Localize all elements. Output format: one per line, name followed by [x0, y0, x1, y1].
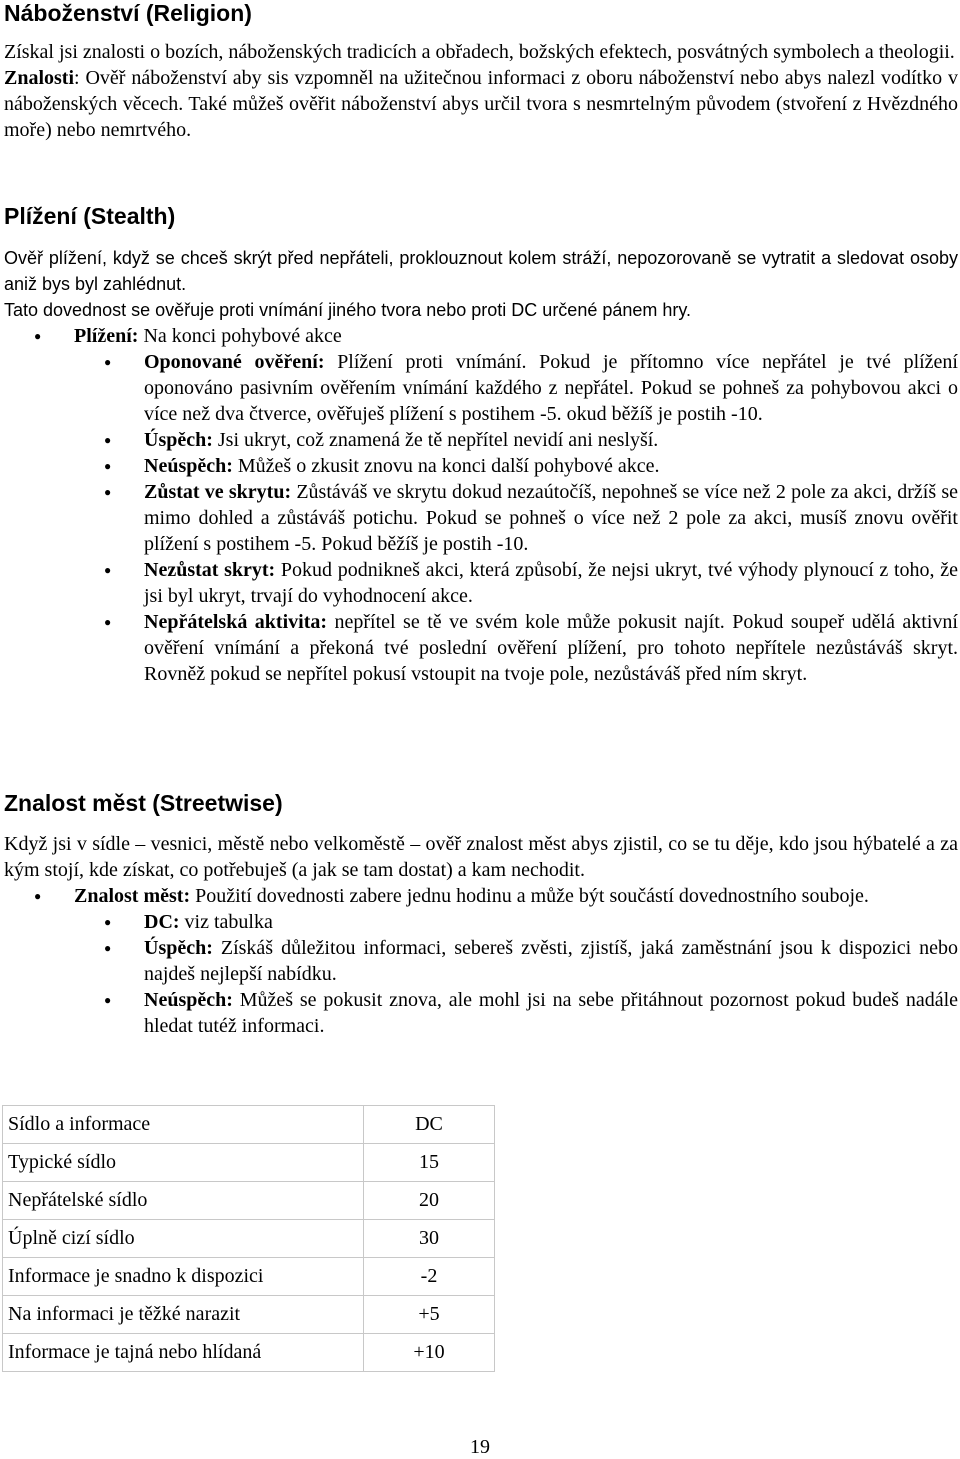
- item-text-extra: Pokud je přítomno více nepřátel je tvé plížení oponováno pasivním ověřením vnímání každého z nepřátel. Pokud se pohneš za pohybovou akci o více než dva čtverce, ověřuješ plížení s postihem -5. okud běžíš je postih -10.: [144, 351, 958, 425]
- table-row: [3, 1182, 495, 1220]
- streetwise-dc-table: [2, 1105, 495, 1372]
- item-label: Zůstat ve skrytu:: [144, 481, 292, 503]
- stealth-section: [4, 245, 958, 687]
- item-label: Nepřátelská aktivita:: [144, 611, 328, 633]
- stealth-heading: Plížení (Stealth): [4, 203, 176, 229]
- table-header-cell: Sídlo a informace: [3, 1106, 364, 1144]
- streetwise-item-success: [144, 935, 958, 987]
- table-cell: 30: [364, 1220, 495, 1258]
- streetwise-heading: Znalost měst (Streetwise): [4, 790, 283, 816]
- religion-intro: Získal jsi znalosti o bozích, náboženských tradicích a obřadech, božských efektech, posvátných symbolech a theologii.: [4, 41, 955, 63]
- item-text-extra: Pokud soupeř udělá aktivní ověření vnímání a překoná tvé poslední ověření plížení, pro tohoto nepřítele nezůstáváš skryt. Rovněž pokud se nepřítel pokusí vstoupit na tvoje pole, nezůstáváš před ním skryt.: [144, 611, 958, 685]
- table-row: [3, 1144, 495, 1182]
- religion-knowledge-label: Znalosti: [4, 67, 75, 89]
- streetwise-section: [4, 831, 958, 1039]
- stealth-item-opposed: [144, 349, 958, 427]
- table-header-row: [3, 1106, 495, 1144]
- table-row: [3, 1258, 495, 1296]
- religion-section: [4, 39, 958, 143]
- item-label: Neúspěch:: [144, 455, 233, 477]
- item-text: Plížení proti vnímání.: [324, 351, 527, 373]
- table-cell: -2: [364, 1258, 495, 1296]
- religion-heading: Náboženství (Religion): [4, 0, 252, 26]
- table-cell: +10: [364, 1334, 495, 1372]
- table-cell: Informace je snadno k dispozici: [3, 1258, 364, 1296]
- stealth-item-not-hidden: [144, 557, 958, 609]
- table-cell: Na informaci je těžké narazit: [3, 1296, 364, 1334]
- item-text-extra: Pokud se pohneš o více než 2 pole za akci, musíš znovu ověřit plížení s postihem -5. Pokud běžíš je postih -10.: [144, 507, 958, 555]
- stealth-item-enemy-activity: [144, 609, 958, 687]
- streetwise-skill-text: Použití dovednosti zabere jednu hodinu a může být součástí dovednostního souboje.: [190, 885, 869, 907]
- stealth-intro: Ověř plížení, když se chceš skrýt před nepřáteli, proklouznout kolem stráží, nepozorovaně se vytratit a sledovat osoby aniž bys byl zahlédnut.: [4, 248, 958, 294]
- table-cell: 15: [364, 1144, 495, 1182]
- religion-knowledge: [4, 65, 958, 143]
- religion-knowledge-extra: Také můžeš ověřit náboženství abys určil tvora s nesmrtelným původem (stvoření z Hvězdného moře) nebo nemrtvého.: [4, 93, 958, 141]
- item-label: Oponované ověření:: [144, 351, 325, 373]
- stealth-action-label: Plížení:: [74, 325, 139, 347]
- item-text: Jsi ukryt, což znamená že tě nepřítel nevidí ani neslyší.: [212, 429, 659, 451]
- stealth-action-item: [74, 323, 958, 349]
- item-text: nepřítel se tě ve svém kole může pokusit najít.: [327, 611, 725, 633]
- table-cell: +5: [364, 1296, 495, 1334]
- streetwise-skill-item: [74, 883, 958, 909]
- item-label: Neúspěch:: [144, 989, 233, 1011]
- streetwise-item-dc: [144, 909, 958, 935]
- item-label: Úspěch:: [144, 937, 213, 959]
- table-row: [3, 1296, 495, 1334]
- stealth-opposed: Tato dovednost se ověřuje proti vnímání jiného tvora nebo proti DC určené pánem hry.: [4, 300, 692, 320]
- stealth-item-failure: [144, 453, 958, 479]
- table-cell: Informace je tajná nebo hlídaná: [3, 1334, 364, 1372]
- item-text: Získáš důležitou informaci, sebereš zvěsti, zjistíš, jaká zaměstnání jsou k dispozici nebo najdeš nejlepší nabídku.: [144, 937, 958, 985]
- item-label: Nezůstat skryt:: [144, 559, 276, 581]
- streetwise-skill-label: Znalost měst:: [74, 885, 191, 907]
- stealth-item-success: [144, 427, 958, 453]
- table-cell: Nepřátelské sídlo: [3, 1182, 364, 1220]
- stealth-action-text: Na konci pohybové akce: [138, 325, 342, 347]
- table-row: [3, 1334, 495, 1372]
- item-text: Pokud podnikneš akci, která způsobí, že nejsi ukryt, tvé výhody plynoucí z toho, že jsi byl ukryt, trvají do vyhodnocení akce.: [144, 559, 958, 607]
- item-label: Úspěch:: [144, 429, 213, 451]
- item-text: Můžeš o zkusit znovu na konci další pohybové akce.: [232, 455, 660, 477]
- stealth-item-stay-hidden: [144, 479, 958, 557]
- table-cell: 20: [364, 1182, 495, 1220]
- table-cell: Typické sídlo: [3, 1144, 364, 1182]
- streetwise-intro: Když jsi v sídle – vesnici, městě nebo velkoměstě – ověř znalost měst abys zjistil, co se tu děje, kdo jsou hýbatelé a za kým stojí, kde získat, co potřebuješ (a jak se tam dostat) a kam nechodit.: [4, 833, 958, 881]
- item-text: Zůstáváš ve skrytu dokud nezaútočíš, nepohneš se více než 2 pole za akci, držíš se mimo dohled a zůstáváš potichu.: [144, 481, 959, 529]
- religion-knowledge-text: : Ověř náboženství aby sis vzpomněl na užitečnou informaci z oboru náboženství nebo abys nalezl vodítko v náboženských věcech.: [4, 67, 958, 115]
- streetwise-item-failure: [144, 987, 958, 1039]
- table-cell: Úplně cizí sídlo: [3, 1220, 364, 1258]
- item-text: Můžeš se pokusit znova, ale mohl jsi na sebe přitáhnout pozornost pokud budeš nadále hledat tutéž informaci.: [144, 989, 958, 1037]
- item-text: viz tabulka: [179, 911, 273, 933]
- table-header-cell: DC: [364, 1106, 495, 1144]
- page-number: 19: [470, 1436, 490, 1458]
- table-row: [3, 1220, 495, 1258]
- item-label: DC:: [144, 911, 180, 933]
